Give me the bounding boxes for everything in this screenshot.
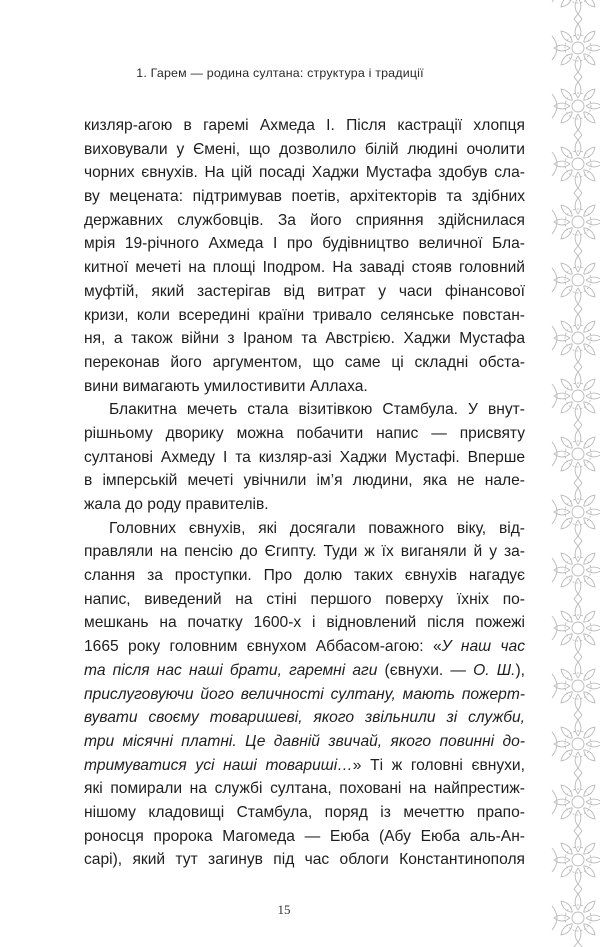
text-line <box>84 754 525 778</box>
ornament-medallion <box>552 24 600 82</box>
text-segment: мешкань на початку 1600-х і відновлений після пожежі <box>84 614 525 632</box>
ornament-medallion <box>552 720 600 778</box>
text-line <box>84 446 525 470</box>
text-segment: чорних євнухів. На цій посаді Хаджи Мустафа здобув сла- <box>84 164 525 182</box>
ornament-medallion <box>552 430 600 488</box>
ornament-medallion <box>552 140 600 198</box>
text-line <box>84 777 525 801</box>
text-line <box>84 588 525 612</box>
text-segment: слання за проступки. Про долю таких євнухів нагадує <box>84 567 525 585</box>
italic-text: прислуговуючи його величності султану, мають пожерт- <box>84 685 525 703</box>
ornament-medallion <box>552 778 600 836</box>
text-segment: ), <box>515 661 525 679</box>
ornament-medallion <box>552 604 600 662</box>
text-line <box>84 801 525 825</box>
text-segment: нішому кладовищі Стамбула, поряд із мечеттю прапо- <box>84 803 525 821</box>
ornament-medallion <box>552 256 600 314</box>
text-segment: переконав його аргументом, що саме ці складні обста- <box>84 353 525 371</box>
text-line <box>84 398 525 422</box>
text-segment: Головних євнухів, які досягали поважного віку, від- <box>109 519 525 537</box>
ornament-medallion <box>552 0 600 24</box>
text-segment: султанові Ахмеду І та кизляр-азі Хаджи Мустафі. Вперше <box>84 448 525 466</box>
text-segment: в імперській мечеті увічнили ім’я людини, яка не нале- <box>84 472 525 490</box>
text-line <box>84 611 525 635</box>
text-segment: кизляр-агою в гаремі Ахмеда І. Після кастрації хлопця <box>84 117 525 134</box>
text-line <box>84 517 525 541</box>
text-line <box>84 375 525 399</box>
italic-text: У наш час <box>441 638 525 656</box>
text-line <box>84 161 525 185</box>
text-line <box>84 422 525 446</box>
ornament-medallion <box>552 314 600 372</box>
text-line <box>84 493 525 517</box>
text-segment: кризи, коли всередині країни тривало селянське повстан- <box>84 306 525 324</box>
text-line <box>84 304 525 328</box>
text-line <box>84 185 525 209</box>
text-line <box>84 209 525 233</box>
text-segment: муфтій, який застерігав від витрат у часи фінансової <box>84 282 525 300</box>
text-segment: правляли на пенсію до Єгипту. Туди ж їх виганяли й у за- <box>84 543 525 561</box>
text-segment: вини вимагають умилостивити Аллаха. <box>84 377 368 395</box>
ornament-medallion <box>552 488 600 546</box>
ornament-medallion <box>552 894 600 947</box>
text-line <box>84 232 525 256</box>
italic-text: О. Ш. <box>473 661 516 679</box>
text-line <box>84 540 525 564</box>
text-segment: державних службовців. За його сприяння здійснилася <box>84 211 525 229</box>
ornament-medallion <box>552 836 600 894</box>
text-line <box>84 659 525 683</box>
text-segment: (євнухи. — <box>377 661 474 679</box>
text-segment: виховували у Ємені, що дозволило білій людині очолити <box>84 140 525 158</box>
ornament-medallion <box>552 372 600 430</box>
text-line <box>84 327 525 351</box>
text-line <box>84 730 525 754</box>
text-segment: рішньому дворику можна побачити напис — присвяту <box>84 424 525 442</box>
text-segment: жала до роду правителів. <box>84 496 269 513</box>
text-line <box>84 280 525 304</box>
text-segment: ву мецената: підтримував поетів, архітекторів та здібних <box>84 188 525 206</box>
ornament-medallion <box>552 662 600 720</box>
text-line <box>84 469 525 493</box>
text-segment: мрія 19-річного Ахмеда І про будівництво величної Бла- <box>84 235 525 253</box>
text-line <box>84 848 525 872</box>
page-number: 15 <box>277 902 291 917</box>
text-line <box>84 706 525 730</box>
text-segment: напис, виведений на стіні першого поверху їхніх по- <box>84 590 525 608</box>
body-text <box>84 114 525 872</box>
italic-text: три місячні платні. Це давній звичай, якого повинні до- <box>84 732 525 750</box>
text-segment: сарі), який тут загинув під час облоги Константинополя <box>84 851 525 869</box>
text-line <box>84 825 525 849</box>
italic-text: та після нас наші брати, гаремні аги <box>84 661 378 679</box>
ornament-pattern <box>538 0 600 947</box>
text-segment: які помирали на службі султана, поховані на найпрестиж- <box>84 780 525 798</box>
text-segment: 1665 року головним євнухом Аббасом-агою: « <box>84 638 442 656</box>
text-line <box>84 351 525 375</box>
text-segment: » Ті ж головні євнухи, <box>352 756 525 774</box>
running-header: 1. Гарем — родина султана: структура і традиції <box>136 66 424 80</box>
text-line <box>84 256 525 280</box>
text-line <box>84 114 525 138</box>
text-segment: китної мечеті на площі Іподром. На заваді стояв головний <box>84 259 525 277</box>
ornament-medallion <box>552 198 600 256</box>
text-segment: роносця пророка Магомеда — Еюба (Абу Еюба аль-Ан- <box>84 827 525 845</box>
text-line <box>84 138 525 162</box>
ornament-medallion <box>552 546 600 604</box>
ornament-medallion <box>552 82 600 140</box>
text-line <box>84 635 525 659</box>
italic-text: тримуватися усі наші товариші… <box>84 756 353 774</box>
italic-text: вувати своєму товаришеві, якого звільнили зі служби, <box>84 709 525 727</box>
text-line <box>84 564 525 588</box>
text-line <box>84 683 525 707</box>
decorative-ornament-border <box>538 0 600 947</box>
text-segment: ня, а також війни з Іраном та Австрією. Хаджи Мустафа <box>84 330 525 348</box>
text-segment: Блакитна мечеть стала візитівкою Стамбула. У внут- <box>109 401 525 419</box>
